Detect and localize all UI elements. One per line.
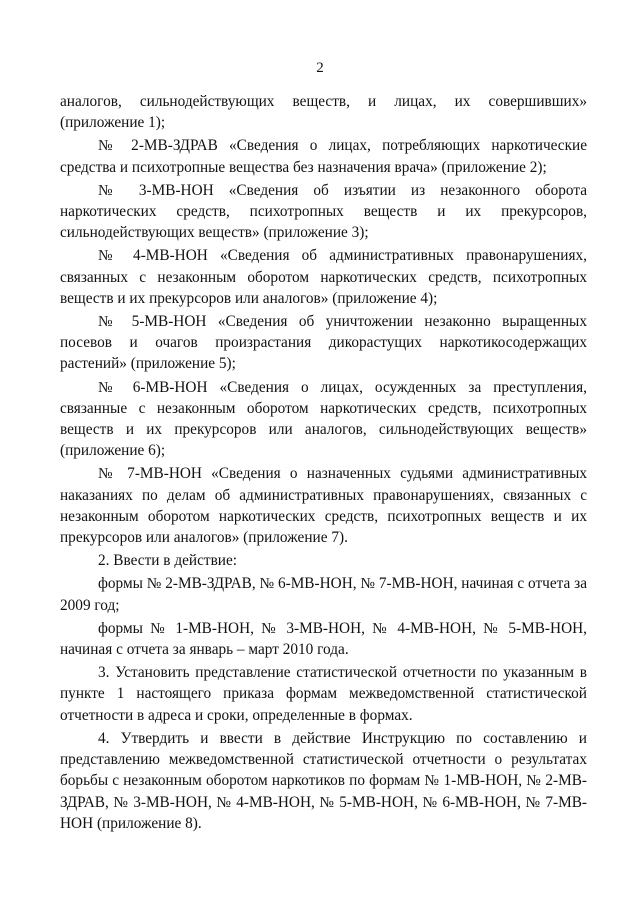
paragraph-forms-2009: формы № 2-МВ-ЗДРАВ, № 6-МВ-НОН, № 7-МВ-НОН, начиная с отчета за 2009 год;	[60, 575, 587, 614]
paragraph-item-2: 2. Ввести в действие:	[98, 552, 238, 570]
paragraph-item-4: 4. Утвердить и ввести в действие Инструкцию по составлению и представлению межведомственной статистической отчетности о результатах борьбы с незаконным оборотом наркотиков по формам № 1-МВ-НОН, № 2-МВ-ЗДРАВ, № 3-МВ-НОН, № 4-МВ-НОН, № 5-МВ-НОН, № 6-МВ-НОН, № 7-МВ-НОН (приложение 8).	[60, 729, 587, 832]
paragraph-form-5: № 5-МВ-НОН «Сведения об уничтожении незаконно выращенных посевов и очагов произрастания дикорастущих наркотикосодержащих растений» (приложение 5);	[60, 313, 587, 373]
paragraph-form-4: № 4-МВ-НОН «Сведения об административных правонарушениях, связанных с незаконным оборотом наркотических средств, психотропных веществ и их прекурсоров или аналогов» (приложение 4);	[60, 247, 587, 307]
paragraph-appendix-1: аналогов, сильнодействующих веществ, и лицах, их совершивших» (приложение 1);	[60, 93, 587, 132]
paragraph-forms-2010: формы № 1-МВ-НОН, № 3-МВ-НОН, № 4-МВ-НОН, № 5-МВ-НОН, начиная с отчета за январь – март 2010 года.	[60, 619, 587, 659]
paragraph-form-3: № 3-МВ-НОН «Сведения об изъятии из незаконного оборота наркотических средств, психотропных веществ и их прекурсоров, сильнодействующих веществ» (приложение 3);	[60, 181, 587, 242]
paragraph-item-3: 3. Установить представление статистической отчетности по указанным в пункте 1 настоящего приказа формам межведомственной статистической отчетности в адреса и сроки, определенные в формах.	[60, 664, 587, 724]
paragraph-form-2: № 2-МВ-ЗДРАВ «Сведения о лицах, потребляющих наркотические средства и психотропные вещества без назначения врача» (приложение 2);	[60, 137, 587, 176]
paragraph-form-7: № 7-МВ-НОН «Сведения о назначенных судьями административных наказаниях по делам об административных правонарушениях, связанных с незаконным оборотом наркотических средств, психотропных веществ и их прекурсоров или аналогов» (приложение 7).	[60, 465, 587, 547]
page-number: 2	[316, 60, 324, 76]
paragraph-form-6: № 6-МВ-НОН «Сведения о лицах, осужденных за преступления, связанные с незаконным оборотом наркотических средств, психотропных веществ и их прекурсоров или аналогов, сильнодействующих веществ» (приложение 6);	[60, 378, 587, 460]
document-body	[60, 91, 587, 834]
